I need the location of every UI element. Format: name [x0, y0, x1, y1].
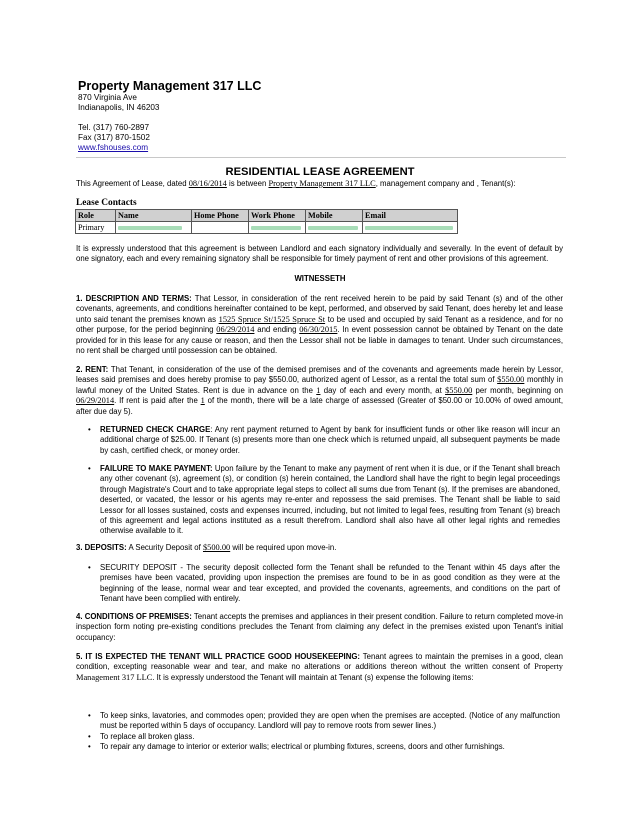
section-description-and-terms [76, 294, 563, 356]
section-housekeeping [76, 652, 563, 683]
rent-total: $550.00 [497, 375, 525, 385]
lease-contacts-table [75, 209, 458, 234]
section-text: monthly in lawful money of the United States. Rent is due in advance on the [76, 375, 563, 395]
section-text: That Tenant, in consideration of the use of the demised premises and of the covenants and agreements made herein by Lessor, leases said premises and does hereby promise to pay $550.00, authorized agent of Lessor, as a rental the total sum of [76, 365, 563, 385]
section-rent [76, 365, 563, 417]
housekeeping-items-list [88, 711, 560, 753]
rent-due-day: 1 [316, 385, 321, 395]
intro-text: This Agreement of Lease, dated [76, 179, 189, 188]
company-address-line2: Indianapolis, IN 46203 [78, 103, 160, 112]
section-text: of the month, there will be a late charge of assessed (Greater of $50.00 or 10.00% of owed amount, after due day 5). [76, 396, 563, 416]
section-conditions-of-premises [76, 612, 563, 643]
rent-terms-list [88, 425, 560, 456]
table-row [76, 222, 458, 234]
section-text: . If rent is paid after the [114, 396, 201, 406]
section-text: Tenant accepts the premises and appliances in their present condition. Failure to return completed move-in inspection form noting pre-existing conditions precludes the Tenant from claiming any defect in the premises existed upon Tenant's initial occupancy: [76, 612, 563, 642]
item-text: : Any rent payment returned to Agent by bank for insufficient funds or other like reason will incur an additional charge of $25.00. If Tenant (s) presents more than one check which is returned unpaid, all subsequent payments be made by cash, certified check, or money order. [100, 425, 560, 455]
payment-failure-list [88, 464, 560, 537]
name-cell-redacted [116, 222, 192, 234]
severally-paragraph: It is expressly understood that this agreement is between Landlord and each signatory individually and severally. In the event of default by one signatory, each and every remaining signatory shall be responsible for timely payment of rent and other provisions of this agreement. [76, 244, 563, 264]
company-fax: Fax (317) 870-1502 [78, 133, 150, 142]
column-header: Role [76, 210, 116, 222]
section-text: Tenant agrees to maintain the premises in a good, clean condition, excepting reasonable wear and tear, and make no alterations or additions thereon without the written consent of [76, 652, 563, 672]
role-cell: Primary [76, 222, 116, 234]
item-heading: FAILURE TO MAKE PAYMENT: [100, 464, 213, 473]
deposit-amount: $500.00 [202, 543, 231, 552]
premises-address: 1525 Spruce St/1525 Spruce St [218, 314, 326, 324]
section-deposits [76, 543, 563, 553]
list-item [88, 425, 560, 456]
section-text: and ending [254, 325, 300, 335]
intro-text: , management company and , Tenant(s): [375, 179, 516, 188]
document-title: RESIDENTIAL LEASE AGREEMENT [225, 166, 415, 178]
home-phone-cell [192, 222, 249, 234]
company-website-link[interactable]: www.fshouses.com [78, 143, 149, 152]
section-text: That Lessor, in consideration of the rent received herein to be paid by said Tenant (s) and of the other covenants, agreements, and conditions hereinafter contained to be kept, performed, and observed by said Tenant, does hereby let and lease unto said tenant the premises known as [76, 294, 563, 324]
list-item: • To repair any damage to interior or exterior walls; electrical or plumbing fixtures, screens, doors and other furnishings. [88, 742, 560, 752]
list-item: • To keep sinks, lavatories, and commodes open; provided they are open when the premises are accepted. (Notice of any malfunction must be reported within 5 days of occupancy. Landlord will pay to remove roots from sewer lines.) [88, 711, 560, 732]
mobile-cell-redacted [306, 222, 363, 234]
witnesseth-heading: WITNESSETH [294, 274, 346, 283]
section-text: day of each and every month, at [320, 385, 446, 395]
section-text: . It is expressly understood the Tenant will maintain at Tenant (s) expense the following items: [152, 672, 474, 682]
lease-end-date: 06/30/2015 [299, 325, 338, 335]
work-phone-cell-redacted [249, 222, 306, 234]
intro-text: is between [226, 179, 269, 188]
section-text: will be required upon move-in. [230, 543, 337, 552]
column-header: Work Phone [249, 210, 306, 222]
section-heading: 3. DEPOSITS: [76, 543, 127, 552]
lease-contacts-heading: Lease Contacts [76, 198, 137, 208]
agreement-date: 08/16/2014 [188, 179, 227, 188]
company-address-line1: 870 Virginia Ave [78, 93, 137, 102]
list-item: • SECURITY DEPOSIT - The security deposit collected form the Tenant shall be refunded to the Tenant within 45 days after the premises have been vacated, providing upon inspection the premises are found to be in as good condition as they were at the beginning of the lease, normal wear and tear excepted, and provided the covenants, agreements, and conditions on the part of Tenant have been complied with entirely. [88, 563, 560, 605]
lease-start-date: 06/29/2014 [216, 325, 255, 335]
section-text: per month, beginning on [472, 385, 563, 395]
late-day: 1 [200, 396, 205, 406]
agreement-intro [76, 179, 563, 189]
section-text: . In event possession cannot be obtained by Tenant on the date provided for in this lease for any cause or reason, and then the Lessor shall not be liable in damages to tenant. Under such circumstances, no rent shall be charged until possession can be obtained. [76, 325, 564, 356]
column-header: Email [363, 210, 458, 222]
column-header: Mobile [306, 210, 363, 222]
section-heading: 4. CONDITIONS OF PREMISES: [76, 612, 192, 621]
table-header-row [76, 210, 458, 222]
company-name: Property Management 317 LLC [78, 79, 262, 93]
section-heading: 5. IT IS EXPECTED THE TENANT WILL PRACTICE GOOD HOUSEKEEPING: [76, 652, 361, 661]
section-heading: 2. RENT: [76, 365, 109, 374]
section-heading: 1. DESCRIPTION AND TERMS: [76, 294, 192, 303]
email-cell-redacted [363, 222, 458, 234]
company-phone: Tel. (317) 760-2897 [78, 123, 150, 132]
list-item [88, 464, 560, 537]
list-item: • To replace all broken glass. [88, 732, 560, 742]
item-heading: RETURNED CHECK CHARGE [100, 425, 211, 434]
company-reference: Property Management 317 LLC [76, 662, 563, 682]
landlord-name: Property Management 317 LLC [268, 179, 376, 188]
rent-monthly: $550.00 [445, 385, 473, 395]
item-text: Upon failure by the Tenant to make any payment of rent when it is due, or if the Tenant shall breach any other covenant (s), agreement (s), or condition (s) herein contained, the Landlord shall have the right to begin legal proceedings through Magistrate's Court and to take appropriate legal steps to collect all sums due from Tenant (s). If the premises are abandoned, deserted, or vacated, the lessor or his agents may re-enter and repossess the said premises. The Tenant shall be liable to said Lessor for all losses sustained, costs and expenses incurred, including, but not limited to legal fees, resulting from Tenant (s) breach of this agreement and legal actions instituted as a result therefrom. Landlord shall also have all other legal rights and remedies otherwise available to it. [100, 464, 560, 536]
section-text: A Security Deposit of [126, 543, 203, 552]
column-header: Name [116, 210, 192, 222]
section-text: to be used and occupied by said Tenant as a residence, and for no other purpose, for the period beginning [76, 314, 564, 335]
header-divider [76, 157, 566, 158]
security-deposit-list [88, 563, 560, 605]
rent-begin-date: 06/29/2014 [76, 396, 115, 406]
column-header: Home Phone [192, 210, 249, 222]
